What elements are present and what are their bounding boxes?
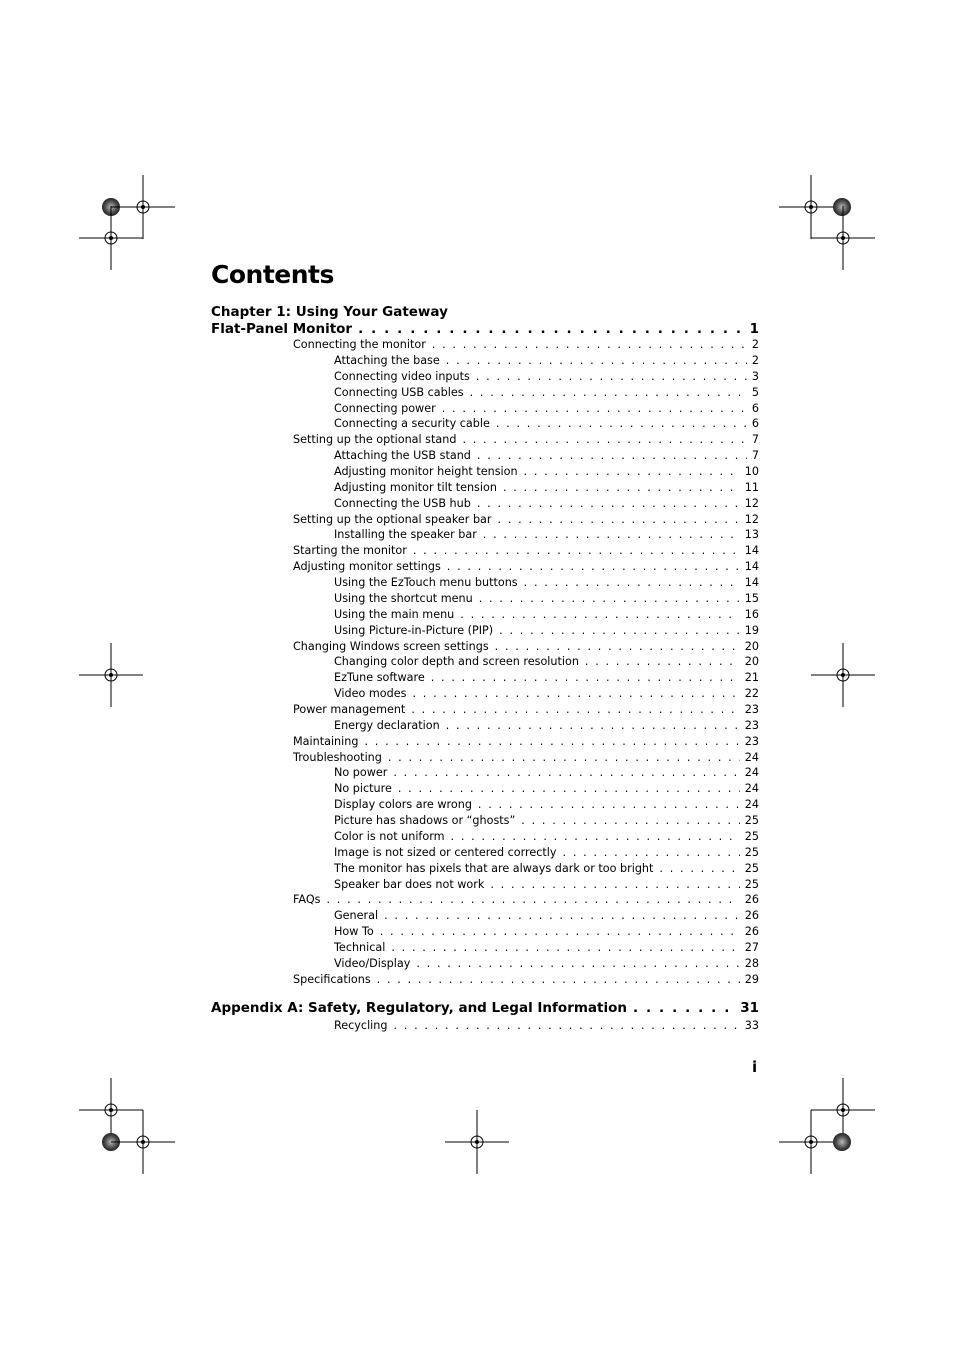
dot-leader bbox=[377, 972, 740, 988]
toc-entry-title: EzTune software bbox=[334, 671, 425, 684]
toc-entry[interactable] bbox=[334, 591, 759, 607]
toc-entry-page: 25 bbox=[744, 814, 759, 827]
dot-leader bbox=[451, 829, 740, 845]
toc-entry-page: 25 bbox=[744, 846, 759, 859]
toc-entry[interactable] bbox=[334, 686, 759, 702]
toc-entry[interactable] bbox=[293, 734, 759, 750]
toc-entry[interactable] bbox=[334, 623, 759, 639]
toc-entry[interactable] bbox=[293, 543, 759, 559]
toc-entry-page: 29 bbox=[744, 973, 759, 986]
toc-entry-title: Attaching the USB stand bbox=[334, 449, 471, 462]
toc-entry-title: Connecting the monitor bbox=[293, 338, 426, 351]
toc-entry[interactable] bbox=[334, 956, 759, 972]
toc-entry-title: Recycling bbox=[334, 1019, 388, 1032]
toc-entry-page: 25 bbox=[744, 878, 759, 891]
toc-entry-title: Picture has shadows or “ghosts” bbox=[334, 814, 516, 827]
dot-leader bbox=[446, 353, 747, 369]
toc-entry-page: 26 bbox=[744, 909, 759, 922]
toc-entry-page: 25 bbox=[744, 862, 759, 875]
dot-leader bbox=[413, 543, 740, 559]
toc-entry-page: 23 bbox=[744, 735, 759, 748]
toc-entry[interactable] bbox=[334, 718, 759, 734]
toc-entry-title: Changing Windows screen settings bbox=[293, 640, 489, 653]
toc-entry[interactable] bbox=[334, 607, 759, 623]
dot-leader bbox=[327, 892, 740, 908]
toc-entry-page: 16 bbox=[744, 608, 759, 621]
toc-entry[interactable] bbox=[334, 781, 759, 797]
toc-entry-title: No power bbox=[334, 766, 388, 779]
dot-leader bbox=[431, 670, 740, 686]
toc-entry[interactable] bbox=[334, 670, 759, 686]
dot-leader bbox=[411, 702, 739, 718]
page-number: i bbox=[752, 1058, 758, 1076]
dot-leader bbox=[462, 432, 746, 448]
toc-entry-page: 27 bbox=[744, 941, 759, 954]
toc-entry[interactable] bbox=[293, 337, 759, 353]
toc-entry-page: 12 bbox=[744, 497, 759, 510]
toc-entry-title: Changing color depth and screen resolution bbox=[334, 655, 579, 668]
toc-entry-title: Connecting video inputs bbox=[334, 370, 470, 383]
toc-entry[interactable] bbox=[293, 512, 759, 528]
toc-entry-title: Setting up the optional stand bbox=[293, 433, 457, 446]
toc-entry-title: Video/Display bbox=[334, 957, 411, 970]
toc-entry[interactable] bbox=[334, 353, 759, 369]
dot-leader bbox=[477, 448, 747, 464]
toc-entry-page: 24 bbox=[744, 798, 759, 811]
dot-leader bbox=[563, 845, 740, 861]
toc-entry-title: Maintaining bbox=[293, 735, 359, 748]
toc-entry-title: FAQs bbox=[293, 893, 321, 906]
toc-entry-title: Adjusting monitor settings bbox=[293, 560, 441, 573]
dot-leader bbox=[659, 861, 739, 877]
toc-entry-page: 11 bbox=[744, 481, 759, 494]
toc-entry[interactable] bbox=[334, 940, 759, 956]
toc-entry-title: Display colors are wrong bbox=[334, 798, 472, 811]
toc-entry[interactable] bbox=[334, 877, 759, 893]
toc-entry-title: Appendix A: Safety, Regulatory, and Legal Information bbox=[211, 1000, 627, 1016]
toc-entry-page: 3 bbox=[751, 370, 759, 383]
dot-leader bbox=[393, 1018, 739, 1034]
toc-entry[interactable] bbox=[334, 1018, 759, 1034]
toc-entry-title: Connecting a security cable bbox=[334, 417, 490, 430]
dot-leader bbox=[364, 734, 739, 750]
toc-entry-page: 5 bbox=[751, 386, 759, 399]
dot-leader bbox=[416, 956, 739, 972]
toc-entry-page: 1 bbox=[749, 321, 759, 337]
toc-entry-page: 24 bbox=[744, 751, 759, 764]
toc-entry[interactable] bbox=[293, 702, 759, 718]
toc-entry-page: 23 bbox=[744, 703, 759, 716]
toc-entry-title: Specifications bbox=[293, 973, 371, 986]
toc-entry-page: 26 bbox=[744, 925, 759, 938]
toc-entry-title: How To bbox=[334, 925, 374, 938]
dot-leader bbox=[490, 877, 739, 893]
toc-entry-page: 23 bbox=[744, 719, 759, 732]
toc-entry-page: 14 bbox=[744, 576, 759, 589]
toc-entry[interactable] bbox=[334, 496, 759, 512]
toc-entry[interactable] bbox=[334, 845, 759, 861]
dot-leader bbox=[380, 924, 740, 940]
toc-entry-title: Technical bbox=[334, 941, 386, 954]
toc-entry-page: 15 bbox=[744, 592, 759, 605]
toc-entry-page: 21 bbox=[744, 671, 759, 684]
toc-entry[interactable] bbox=[334, 654, 759, 670]
dot-leader bbox=[393, 765, 739, 781]
toc-entry[interactable] bbox=[293, 559, 759, 575]
dot-leader bbox=[447, 559, 740, 575]
dot-leader bbox=[476, 369, 747, 385]
toc-entry[interactable] bbox=[334, 813, 759, 829]
dot-leader bbox=[460, 607, 739, 623]
toc-entry[interactable] bbox=[334, 369, 759, 385]
dot-leader bbox=[478, 797, 740, 813]
toc-entry[interactable] bbox=[293, 432, 759, 448]
toc-entry-title: Image is not sized or centered correctly bbox=[334, 846, 557, 859]
toc-entry-title: Troubleshooting bbox=[293, 751, 382, 764]
toc-entry-title: Connecting the USB hub bbox=[334, 497, 471, 510]
toc-entry-page: 20 bbox=[744, 655, 759, 668]
toc-entry[interactable] bbox=[334, 829, 759, 845]
dot-leader bbox=[479, 591, 740, 607]
dot-leader bbox=[498, 512, 740, 528]
dot-leader bbox=[477, 496, 740, 512]
toc-entry-page: 2 bbox=[751, 338, 759, 351]
toc-entry-page: 7 bbox=[751, 449, 759, 462]
toc-entry-title: Installing the speaker bar bbox=[334, 528, 477, 541]
toc-entry-title: Adjusting monitor tilt tension bbox=[334, 481, 497, 494]
toc-entry-page: 7 bbox=[751, 433, 759, 446]
toc-entry-title: Color is not uniform bbox=[334, 830, 445, 843]
toc-entry-page: 20 bbox=[744, 640, 759, 653]
toc-entry-title: Starting the monitor bbox=[293, 544, 407, 557]
dot-leader bbox=[398, 781, 740, 797]
toc-entry[interactable] bbox=[334, 448, 759, 464]
toc-entry-page: 2 bbox=[751, 354, 759, 367]
toc-entry-title: Setting up the optional speaker bar bbox=[293, 513, 492, 526]
toc-entry-page: 13 bbox=[744, 528, 759, 541]
toc-entry-page: 6 bbox=[751, 417, 759, 430]
toc-entry-title: Adjusting monitor height tension bbox=[334, 465, 518, 478]
toc-entry[interactable] bbox=[334, 480, 759, 496]
toc-entry-page: 33 bbox=[744, 1019, 759, 1032]
dot-leader bbox=[499, 623, 740, 639]
toc-entry-title: Using the EzTouch menu buttons bbox=[334, 576, 518, 589]
toc-chapter-entry[interactable] bbox=[211, 320, 759, 338]
toc-entry-title: Connecting USB cables bbox=[334, 386, 464, 399]
dot-leader bbox=[358, 320, 745, 338]
toc-entry-title: General bbox=[334, 909, 379, 922]
toc-entry-page: 6 bbox=[751, 402, 759, 415]
dot-leader bbox=[633, 999, 735, 1017]
toc-entry[interactable] bbox=[334, 416, 759, 432]
toc-entry-page: 31 bbox=[740, 1000, 759, 1016]
toc-entry[interactable] bbox=[334, 575, 759, 591]
dot-leader bbox=[524, 575, 740, 591]
chapter-title-line1: Chapter 1: Using Your Gateway bbox=[211, 304, 448, 320]
dot-leader bbox=[521, 813, 739, 829]
toc-entry-title: Flat-Panel Monitor bbox=[211, 321, 353, 337]
toc-entry-title: Connecting power bbox=[334, 402, 436, 415]
toc-entry[interactable] bbox=[293, 892, 759, 908]
toc-entry[interactable] bbox=[334, 861, 759, 877]
toc-entry-title: Using the main menu bbox=[334, 608, 455, 621]
toc-entry[interactable] bbox=[293, 750, 759, 766]
dot-leader bbox=[585, 654, 740, 670]
toc-entry[interactable] bbox=[334, 765, 759, 781]
toc-appendix-entry[interactable] bbox=[211, 999, 759, 1017]
toc-entry-title: No picture bbox=[334, 782, 392, 795]
dot-leader bbox=[442, 401, 747, 417]
dot-leader bbox=[384, 908, 740, 924]
dot-leader bbox=[503, 480, 740, 496]
toc-entry-title: Attaching the base bbox=[334, 354, 440, 367]
toc-entry-page: 25 bbox=[744, 830, 759, 843]
dot-leader bbox=[391, 940, 739, 956]
toc-entry-page: 14 bbox=[744, 560, 759, 573]
toc-entry-title: Energy declaration bbox=[334, 719, 440, 732]
toc-entry-page: 10 bbox=[744, 465, 759, 478]
toc-entry-page: 12 bbox=[744, 513, 759, 526]
dot-leader bbox=[412, 686, 739, 702]
toc-entry[interactable] bbox=[293, 972, 759, 988]
toc-entry[interactable] bbox=[334, 797, 759, 813]
dot-leader bbox=[524, 464, 740, 480]
toc-entry-page: 28 bbox=[744, 957, 759, 970]
toc-entry[interactable] bbox=[334, 385, 759, 401]
page-title: Contents bbox=[211, 260, 334, 289]
toc-entry-title: Video modes bbox=[334, 687, 407, 700]
toc-entry-title: Power management bbox=[293, 703, 406, 716]
toc-entry-page: 24 bbox=[744, 766, 759, 779]
toc-entry-title: Speaker bar does not work bbox=[334, 878, 485, 891]
dot-leader bbox=[432, 337, 747, 353]
dot-leader bbox=[470, 385, 747, 401]
toc-entry-title: Using the shortcut menu bbox=[334, 592, 473, 605]
toc-entry-title: The monitor has pixels that are always dark or too bright bbox=[334, 862, 654, 875]
toc-entry-page: 26 bbox=[744, 893, 759, 906]
dot-leader bbox=[495, 639, 740, 655]
toc-entry[interactable] bbox=[334, 527, 759, 543]
toc-entry-page: 24 bbox=[744, 782, 759, 795]
dot-leader bbox=[496, 416, 747, 432]
toc-entry-title: Using Picture-in-Picture (PIP) bbox=[334, 624, 494, 637]
toc-entry[interactable] bbox=[334, 401, 759, 417]
dot-leader bbox=[483, 527, 740, 543]
toc-entry[interactable] bbox=[293, 639, 759, 655]
toc-entry[interactable] bbox=[334, 908, 759, 924]
toc-entry-page: 22 bbox=[744, 687, 759, 700]
dot-leader bbox=[388, 750, 740, 766]
toc-entry[interactable] bbox=[334, 464, 759, 480]
toc-entry-page: 14 bbox=[744, 544, 759, 557]
toc-entry-page: 19 bbox=[744, 624, 759, 637]
dot-leader bbox=[446, 718, 740, 734]
toc-entry[interactable] bbox=[334, 924, 759, 940]
